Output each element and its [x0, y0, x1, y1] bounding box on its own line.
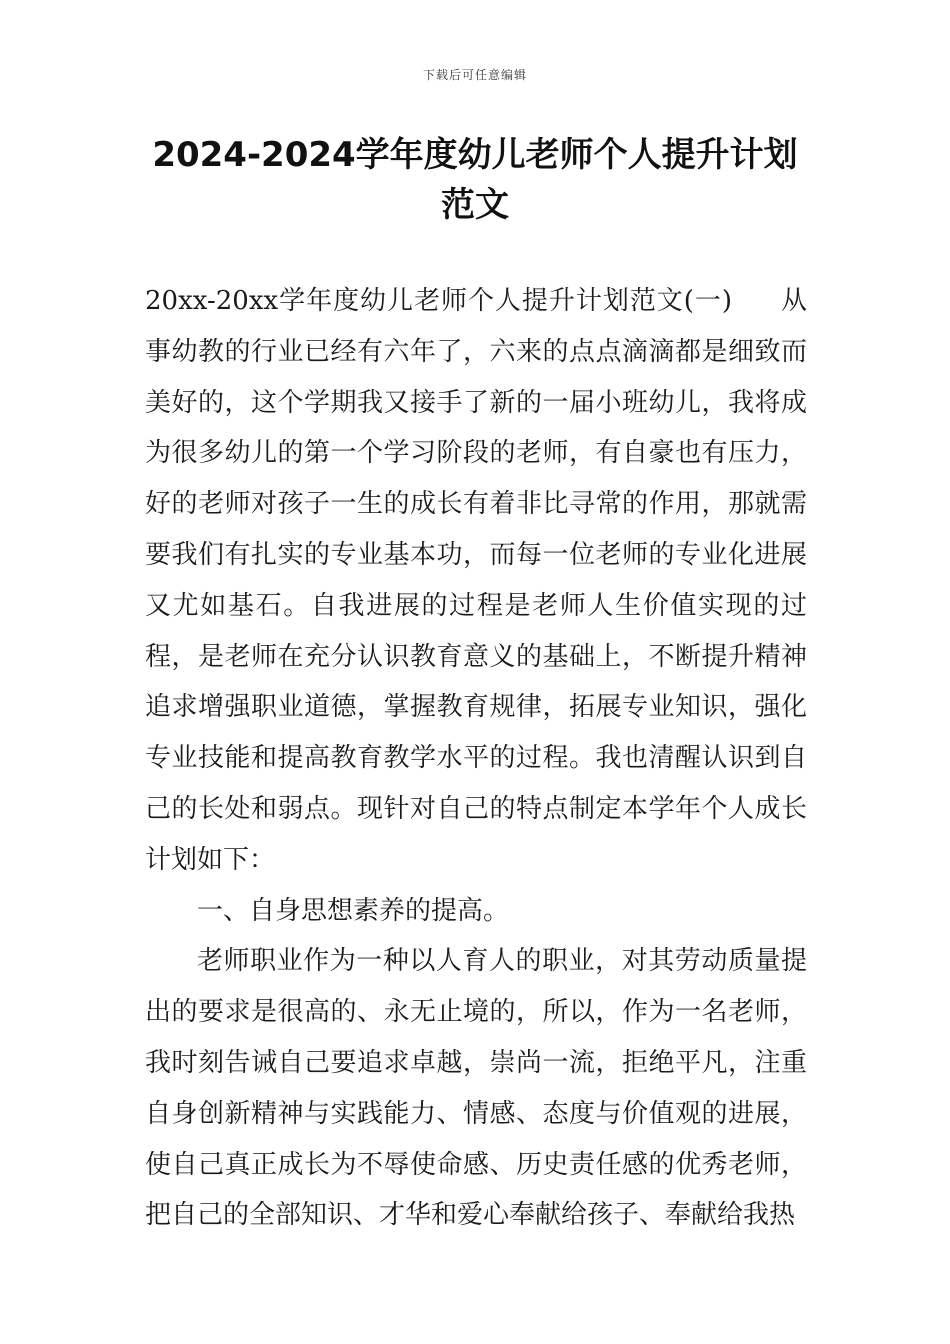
document-title: 2024-2024学年度幼儿老师个人提升计划范文 — [152, 135, 798, 225]
paragraph-2: 老师职业作为一种以人育人的职业，对其劳动质量提出的要求是很高的、永无止境的，所以，作为一名老师，我时刻告诫自己要追求卓越，崇尚一流，拒绝平凡，注重自身创新精神与实践能力、情感、态度与价值观的进展，使自己真正成长为不辱使命感、历史责任感的优秀老师，把自己的全部知识、才华和爱心奉献给孩子、奉献给我热 — [145, 946, 807, 1231]
intro-paragraph — [145, 276, 807, 886]
header-note: 下载后可任意编辑 — [422, 68, 527, 82]
document-body — [145, 276, 807, 1241]
section-1-heading: 一、自身思想素养的提高。 — [197, 895, 510, 926]
intro-label: 20xx-20xx学年度幼儿老师个人提升计划范文(一) — [145, 286, 733, 316]
paragraph-1-text: 从事幼教的行业已经有六年了，六来的点点滴滴都是细致而美好的，这个学期我又接手了新的一届小班幼儿，我将成为很多幼儿的第一个学习阶段的老师，有自豪也有压力，好的老师对孩子一生的成长有着非比寻常的作用，那就需要我们有扎实的专业基本功，而每一位老师的专业化进展又尤如基石。自我进展的过程是老师人生价值实现的过程，是老师在充分认识教育意义的基础上，不断提升精神追求增强职业道德，掌握教育规律，拓展专业知识，强化专业技能和提高教育教学水平的过程。我也清醒认识到自己的长处和弱点。现针对自己的特点制定本学年个人成长计划如下： — [145, 286, 807, 875]
